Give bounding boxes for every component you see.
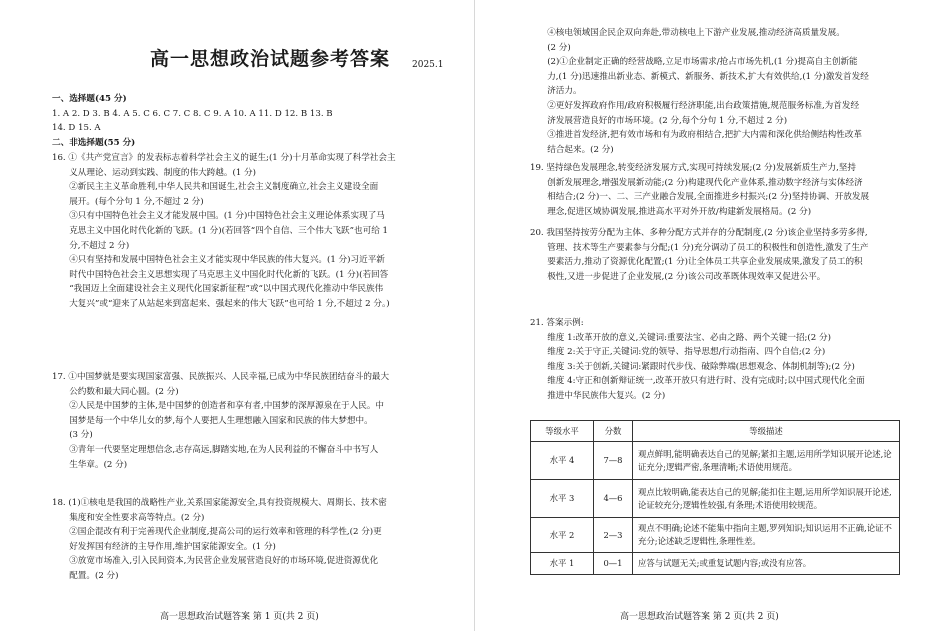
q16-line: 克思主义中国化时代化新的飞跃。(1 分)(若回答“四个自信、三个伟大飞跃”也可给 1 (69, 225, 389, 236)
q18-cont-line: (2)①企业制定正确的经营战略,立足市场需求/抢占市场先机,(1 分)提高自主创新能 (547, 57, 858, 68)
header-score: 分数 (594, 421, 633, 442)
q18-cont-line: ④核电领域国企民企双向奔赴,带动核电上下游产业发展,推动经济高质量发展。 (547, 28, 845, 38)
q18-cont-line: 结合起来。(2 分) (547, 144, 614, 155)
q16-line: 义从理论、运动到实践、制度的伟大跨越。(1 分) (69, 167, 256, 178)
cell-level: 水平 3 (531, 480, 594, 518)
q21-line: 维度 2:关于守正,关键词:党的领导、指导思想/行动指南、四个自信;(2 分) (547, 347, 826, 358)
header-description: 等级描述 (633, 421, 900, 442)
q16-line: 分,不超过 2 分) (69, 240, 130, 251)
q18-line: ③放宽市场准入,引入民间资本,为民营企业发展营造良好的市场环境,促进资源优化 (69, 556, 379, 567)
q18-line: 18. (1)①核电是我国的战略性产业,关系国家能源安全,具有投资规模大、周期长、技术密 (52, 498, 387, 508)
q17-line: 国梦是每一个中华儿女的梦,每个人要把人生理想融入国家和民族的伟大梦想中。 (69, 415, 373, 426)
q19-line: 19. 坚持绿色发展理念,转变经济发展方式,实现可持续发展;(2 分)发展新质生产力,坚持 (530, 163, 856, 173)
question-18 (52, 496, 462, 584)
q18-line: ②国企混改有利于完善现代企业制度,提高公司的运行效率和管理的科学性,(2 分)更 (69, 527, 382, 538)
cell-level: 水平 4 (531, 442, 594, 480)
page-2-footer: 高一思想政治试题答案 第 2 页(共 2 页) (620, 612, 779, 622)
question-16 (52, 151, 462, 312)
q16-line: 大复兴”或“迎来了从站起来到富起来、强起来的伟大飞跃”也可给 1 分,不超过 2 分。) (69, 298, 390, 309)
q16-line: ③只有中国特色社会主义才能发展中国。(1 分)中国特色社会主义理论体系实现了马 (69, 211, 385, 222)
question-17 (52, 370, 462, 472)
q21-line: 维度 4:守正和创新辩证统一,改革开放只有进行时、没有完成时;以中国式现代化全面 (547, 376, 865, 387)
q21-line: 21. 答案示例: (530, 318, 584, 328)
choice-answers-line-2: 14. D 15. A (52, 123, 101, 134)
cell-description: 观点不明确;论述不能集中指向主题,罗列知识;知识运用不正确,论证不充分;论述缺乏逻辑性,条理性差。 (633, 518, 900, 553)
q17-line: 17. ①中国梦就是要实现国家富强、民族振兴、人民幸福,已成为中华民族团结奋斗的最大 (52, 372, 390, 382)
q16-line: ②新民主主义革命胜利,中华人民共和国诞生,社会主义制度确立,社会主义建设全面 (69, 182, 379, 193)
cell-description: 应答与试题无关;或重复试题内容;或没有应答。 (633, 553, 900, 575)
q20-line: 管理、技术等生产要素参与分配;(1 分)充分调动了员工的积极性和创造性,激发了生产 (547, 242, 869, 253)
q18-line: 配置。(2 分) (69, 570, 119, 581)
question-18-continued (530, 26, 903, 157)
cell-score: 0—1 (594, 553, 633, 575)
q18-cont-line: ②更好发挥政府作用/政府积极履行经济职能,出台政策措施,规范服务标准,为首发经 (547, 100, 860, 111)
cell-level: 水平 1 (531, 553, 594, 575)
q21-line: 推进中华民族伟大复兴。(2 分) (547, 390, 666, 401)
grading-table-header (531, 421, 900, 442)
q17-line: 公约数和最大同心圆。(2 分) (69, 386, 179, 397)
q19-line: 理念,促进区域协调发展,推进高水平对外开放/构建新发展格局。(2 分) (547, 206, 812, 217)
q19-line: 创新发展理念,增强发展新动能;(2 分)构建现代化产业体系,推动数字经济与实体经济 (547, 177, 863, 188)
q18-cont-line: (2 分) (547, 42, 571, 53)
grading-table (530, 420, 900, 575)
q17-line: (3 分) (69, 430, 93, 441)
table-row (531, 518, 900, 553)
q16-line: 展开。(每个分句 1 分,不超过 2 分) (69, 196, 204, 207)
question-19 (530, 161, 903, 219)
q16-line: 16. ①《共产党宣言》的发表标志着科学社会主义的诞生;(1 分)十月革命实现了科学社会主 (52, 153, 396, 163)
q21-line: 维度 3:关于创新,关键词:紧跟时代步伐、破除弊端(思想观念、体制机制等);(2 分) (547, 361, 855, 372)
q20-line: 20. 我国坚持按劳分配为主体、多种分配方式并存的分配制度,(2 分)该企业坚持多劳多得, (530, 228, 868, 238)
q18-cont-line: 力,(1 分)迅速推出新业态、新模式、新服务、新技术,扩大有效供给,(1 分)激发首发经 (547, 71, 869, 82)
cell-score: 4—6 (594, 480, 633, 518)
q18-cont-line: 济活力。 (547, 86, 582, 97)
question-21 (530, 316, 903, 404)
table-row (531, 553, 900, 575)
section-choice (52, 92, 462, 150)
q16-line: 时代中国特色社会主义思想实现了马克思主义中国化时代化新的飞跃。(1 分)(若回答 (69, 269, 389, 280)
cell-description: 观点鲜明,能明确表达自己的见解;紧扣主题,运用所学知识展开论述,论证充分;逻辑严密,条理清晰;术语使用规范。 (633, 442, 900, 480)
cell-score: 2—3 (594, 518, 633, 553)
question-20 (530, 226, 903, 284)
q20-line: 要素活力,推动了资源优化配置;(1 分)让全体员工共享企业发展成果,激发了员工的积 (547, 257, 863, 268)
q20-line: 极性,又进一步促进了企业发展,(2 分)该公司改革既体现效率又促进公平。 (547, 271, 826, 282)
table-row (531, 442, 900, 480)
document-date: 2025.1 (412, 60, 444, 70)
q16-line: ④只有坚持和发展中国特色社会主义才能实现中华民族的伟大复兴。(1 分)习近平新 (69, 255, 385, 266)
q16-line: “我国迈上全面建设社会主义现代化国家新征程”或“以中国式现代化推动中华民族伟 (69, 284, 384, 295)
q18-line: 好发挥国有经济的主导作用,维护国家能源安全。(1 分) (69, 541, 276, 552)
document-title: 高一思想政治试题参考答案 (149, 48, 390, 70)
q17-line: ②人民是中国梦的主体,是中国梦的创造者和享有者,中国梦的深厚源泉在于人民。中 (69, 401, 385, 412)
q18-cont-line: ③推进首发经济,把有效市场和有为政府相结合,把扩大内需和深化供给侧结构性改革 (547, 130, 863, 141)
q18-cont-line: 济发展营造良好的市场环境。(2 分,每个分句 1 分,不超过 2 分) (547, 115, 788, 126)
q17-line: ③青年一代要坚定理想信念,志存高远,脚踏实地,在为人民利益的不懈奋斗中书写人 (69, 444, 379, 455)
section-choice-heading: 一、选择题(45 分) (52, 94, 127, 104)
q21-line: 维度 1:改革开放的意义,关键词:重要法宝、必由之路、两个关键一招;(2 分) (547, 332, 831, 343)
choice-answers-line-1: 1. A 2. D 3. B 4. A 5. C 6. C 7. C 8. C 9. A 10. A 11. D 12. B 13. B (52, 108, 333, 119)
q19-line: 相结合;(2 分)一、二、三产业融合发展,全面推进乡村振兴;(2 分)坚持协调、开放发展 (547, 192, 870, 203)
cell-score: 7—8 (594, 442, 633, 480)
q18-line: 集度和安全性要求高等特点。(2 分) (69, 512, 205, 523)
page-1-footer: 高一思想政治试题答案 第 1 页(共 2 页) (160, 612, 319, 622)
table-row (531, 480, 900, 518)
cell-level: 水平 2 (531, 518, 594, 553)
section-essay-heading: 二、非选择题(55 分) (52, 137, 136, 148)
cell-description: 观点比较明确,能表达自己的见解;能扣住主题,运用所学知识展开论述,论证较充分;逻辑性较强,有条理;术语使用较规范。 (633, 480, 900, 518)
q17-line: 生华章。(2 分) (69, 459, 128, 470)
header-level: 等级水平 (531, 421, 594, 442)
